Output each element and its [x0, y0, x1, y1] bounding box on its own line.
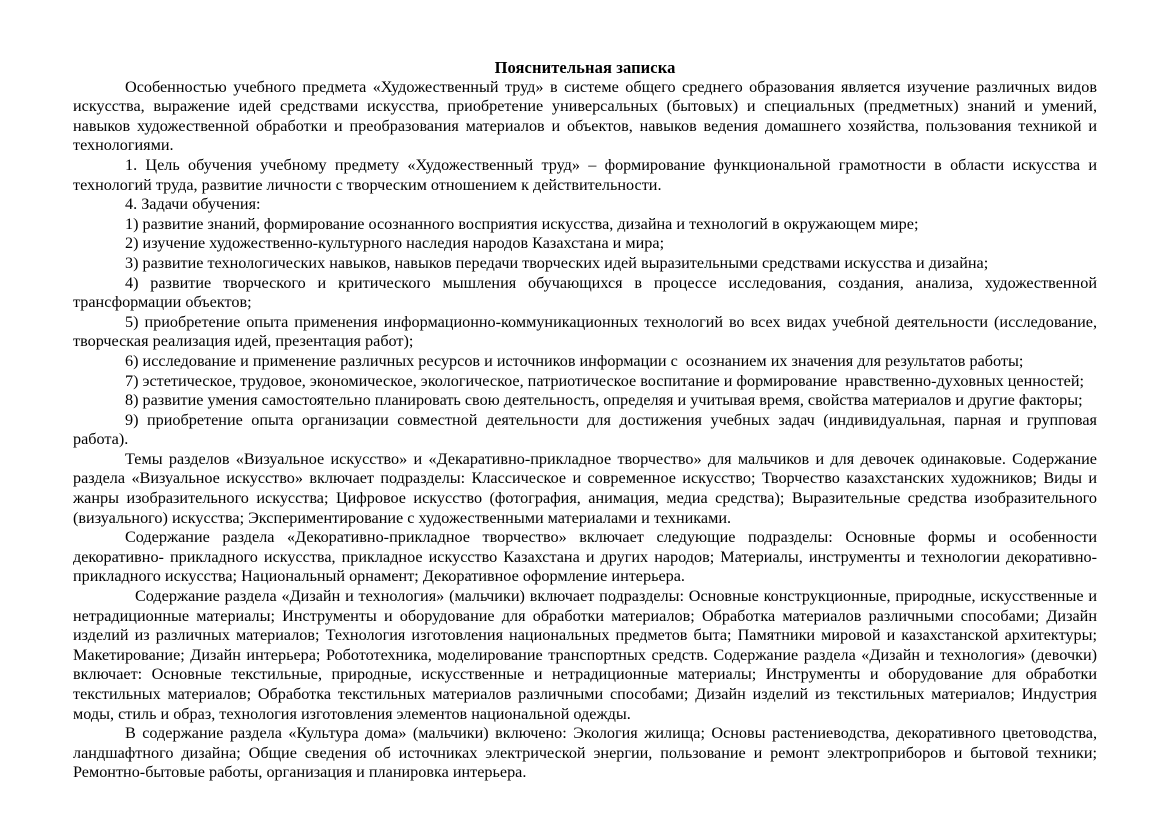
paragraph-goal: 1. Цель обучения учебному предмету «Художественный труд» – формирование функциональной грамотности в области искусства и технологий труда, развитие личности с творческим отношением к действительности.: [73, 155, 1102, 194]
paragraph-tasks-heading: 4. Задачи обучения:: [125, 195, 261, 214]
paragraph-design-and-technology: Содержание раздела «Дизайн и технология» (мальчики) включает подразделы: Основные конструкционные, природные, искусственные и нетрадиционные материалы; Инструменты и оборудование для обработки материалов; Обработка материалов различными способами; Дизайн изделий из различных материалов; Технология изготовления национальных предметов быта; Памятники мировой и казахстанской архитектуры; Макетирование; Дизайн интерьера; Робототехника, моделирование транспортных средств. Содержание раздела «Дизайн и технология» (девочки) включает: Основные текстильные, природные, искусственные и нетрадиционные материалы; Инструменты и оборудование для обработки текстильных материалов; Обработка текстильных материалов различными способами; Дизайн изделий из текстильных материалов; Индустрия моды, стиль и образ, технология изготовления элементов национальной одежды.: [73, 587, 1102, 723]
paragraph-task-7: 7) эстетическое, трудовое, экономическое, экологическое, патриотическое воспитание и формирование нравственно-духовных ценностей;: [125, 371, 1085, 390]
paragraph-task-6: 6) исследование и применение различных ресурсов и источников информации с осознанием их значения для результатов работы;: [125, 351, 1024, 370]
paragraph-intro: Особенностью учебного предмета «Художественный труд» в системе общего среднего образования является изучение различных видов искусства, выражение идей средствами искусства, приобретение универсальных (бытовых) и специальных (предметных) знаний и умений, навыков художественной обработки и преобразования материалов и объектов, навыков ведения домашнего хозяйства, пользования техникой и технологиями.: [73, 77, 1102, 155]
paragraph-task-9: 9) приобретение опыта организации совместной деятельности для достижения учебных задач (индивидуальная, парная и групповая работа).: [73, 410, 1102, 449]
paragraph-task-1: 1) развитие знаний, формирование осознанного восприятия искусства, дизайна и технологий в окружающем мире;: [125, 214, 919, 233]
paragraph-visual-art-sections: Темы разделов «Визуальное искусство» и «Декаративно-прикладное творчество» для мальчиков и для девочек одинаковые. Содержание раздела «Визуальное искусство» включает подразделы: Классическое и современное искусство; Творчество казахстанских художников; Виды и жанры изобразительного искусства; Цифровое искусство (фотография, анимация, медиа средства); Выразительные средства изобразительного (визуального) искусства; Экспериментирование с художественными материалами и техниками.: [73, 449, 1102, 527]
paragraph-task-4: 4) развитие творческого и критического мышления обучающихся в процессе исследования, создания, анализа, художественной трансформации объектов;: [73, 273, 1102, 312]
paragraph-task-3: 3) развитие технологических навыков, навыков передачи творческих идей выразительными средствами искусства и дизайна;: [125, 253, 989, 272]
page-title: Пояснительная записка: [494, 58, 676, 77]
paragraph-home-culture: В содержание раздела «Культура дома» (мальчики) включено: Экология жилища; Основы растениеводства, декоративного цветоводства, ландшафтного дизайна; Общие сведения об источниках электрической энергии, пользование и ремонт электроприборов и бытовой техники; Ремонтно-бытовые работы, организация и планировка интерьера.: [73, 724, 1102, 782]
paragraph-task-8: 8) развитие умения самостоятельно планировать свою деятельность, определяя и учитывая время, свойства материалов и другие факторы;: [125, 391, 1083, 410]
paragraph-decorative-applied-arts: Содержание раздела «Декоративно-прикладное творчество» включает следующие подразделы: Основные формы и особенности декоративно- прикладного искусства, прикладное искусство Казахстана и других народов; Материалы, инструменты и технологии декоративно-прикладного искусства; Национальный орнамент; Декоративное оформление интерьера.: [73, 528, 1102, 586]
paragraph-task-5: 5) приобретение опыта применения информационно-коммуникационных технологий во всех видах учебной деятельности (исследование, творческая реализация идей, презентация работ);: [73, 312, 1102, 351]
paragraph-task-2: 2) изучение художественно-культурного наследия народов Казахстана и мира;: [125, 234, 665, 253]
